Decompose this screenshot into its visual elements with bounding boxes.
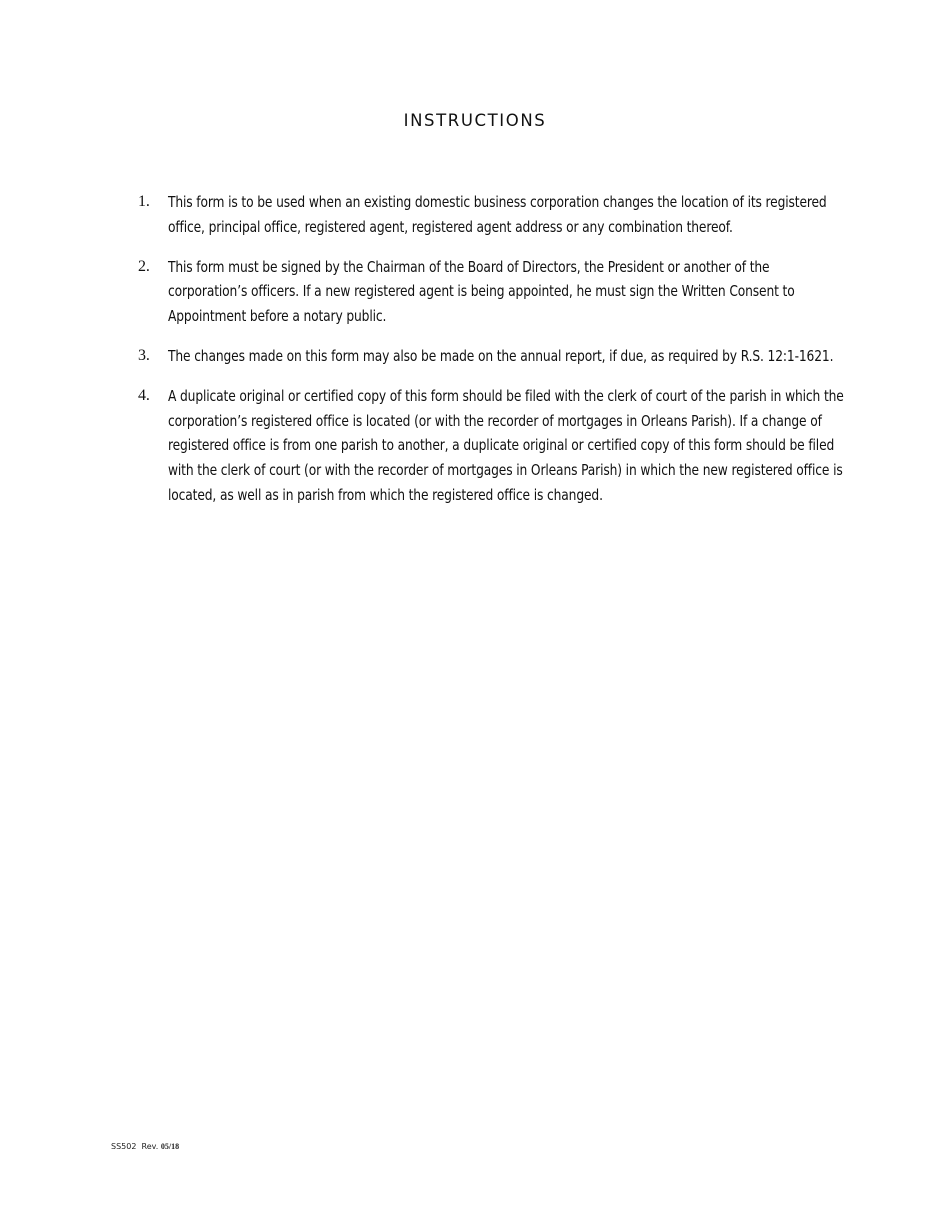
revision-date: 05/18 bbox=[160, 1142, 180, 1151]
page-title: INSTRUCTIONS bbox=[403, 111, 547, 130]
revision-label: Rev. bbox=[141, 1142, 159, 1151]
instruction-number: 3. bbox=[138, 346, 150, 364]
instruction-text: This form must be signed by the Chairman of the Board of Directors, the President or another of the corporation’s officers. If a new registered agent is being appointed, he must sign the Written Consent to Appointment before a notary public. bbox=[168, 257, 795, 326]
instruction-item-1 bbox=[138, 190, 848, 240]
instruction-number: 4. bbox=[138, 386, 150, 404]
form-footer bbox=[111, 1142, 179, 1151]
instruction-item-2 bbox=[138, 255, 848, 329]
instruction-text: A duplicate original or certified copy of this form should be filed with the clerk of court of the parish in which the corporation’s registered office is located (or with the recorder of mortgages in Orleans Parish). If a change of registered office is from one parish to another, a duplicate original or certified copy of this form should be filed with the clerk of court (or with the recorder of mortgages in Orleans Parish) in which the new registered office is located, as well as in parish from which the registered office is changed. bbox=[168, 386, 844, 504]
instruction-number: 1. bbox=[138, 193, 150, 210]
form-id: SS502 bbox=[111, 1142, 137, 1151]
instruction-item-4 bbox=[138, 384, 848, 508]
instruction-item-3 bbox=[138, 344, 848, 369]
instructions-list bbox=[138, 190, 848, 523]
instruction-number: 2. bbox=[138, 257, 150, 275]
instruction-text: This form is to be used when an existing domestic business corporation changes the location of its registered office, principal office, registered agent, registered agent address or any combination thereof. bbox=[168, 193, 827, 236]
instruction-text: The changes made on this form may also be made on the annual report, if due, as required by R.S. 12:1-1621. bbox=[168, 346, 834, 365]
